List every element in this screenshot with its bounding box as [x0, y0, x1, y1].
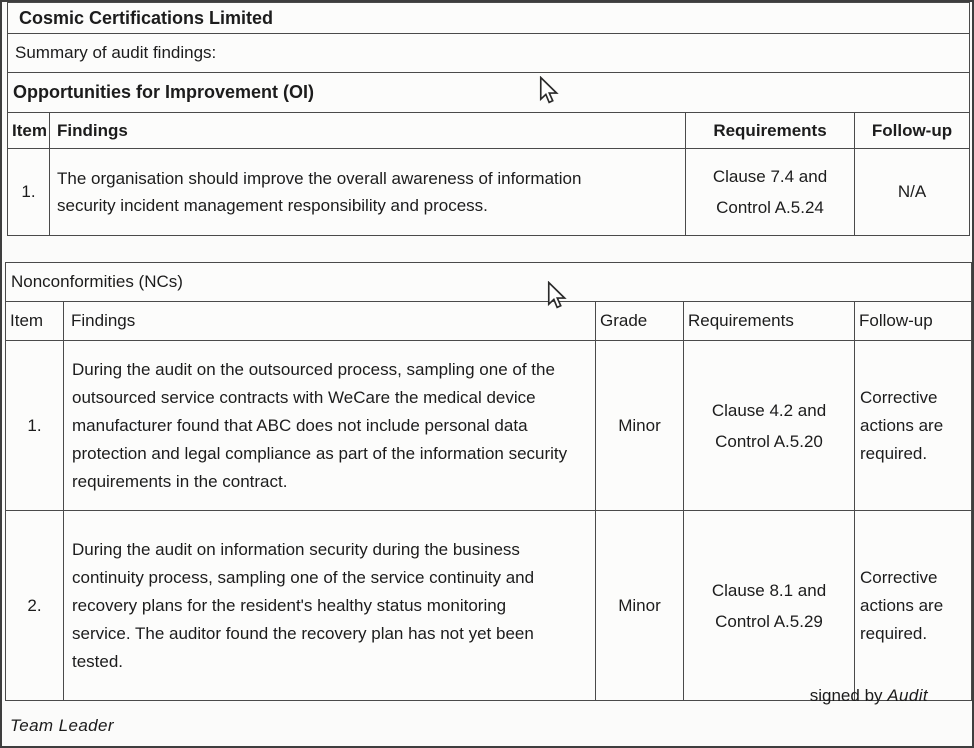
nc-table: [5, 262, 972, 701]
nc-row-findings: During the audit on information security during the business continuity process, sampling one of the service continuity and recovery plans for the resident's healthy status monitoring service. The auditor found the recovery plan has not yet been tested.: [64, 511, 596, 701]
oi-table: [7, 2, 970, 236]
nc-header-grade: Grade: [596, 302, 684, 341]
oi-row-requirements: [686, 149, 855, 236]
oi-header-followup: Follow-up: [855, 113, 970, 149]
oi-table-row: [8, 149, 970, 236]
nc-table-row: [6, 341, 972, 511]
nc-section-title: Nonconformities (NCs): [6, 263, 972, 302]
signed-by-label: signed by: [809, 686, 888, 705]
nc-header-requirements: Requirements: [684, 302, 855, 341]
nc-row-item: 2.: [6, 511, 64, 701]
oi-requirement-control: Control A.5.24: [716, 198, 824, 217]
nc-row-findings: During the audit on the outsourced process, sampling one of the outsourced service contracts with WeCare the medical device manufacturer found that ABC does not include personal data protection and legal compliance as part of the information security requirements in the contract.: [64, 341, 596, 511]
nc-requirement-control: Control A.5.20: [715, 431, 823, 451]
mouse-cursor-icon: [546, 281, 568, 311]
signature-line: [6, 686, 928, 706]
oi-row-findings: The organisation should improve the overall awareness of information security incident management responsibility and process.: [50, 149, 686, 236]
nc-row-requirements: [684, 341, 855, 511]
nc-header-findings: Findings: [64, 302, 596, 341]
nc-requirement-clause: Clause 4.2 and: [711, 400, 827, 420]
nc-header-followup: Follow-up: [855, 302, 972, 341]
oi-requirement-clause: Clause 7.4 and: [712, 167, 828, 186]
signer-name-part1: Audit: [887, 686, 928, 705]
nc-requirement-control: Control A.5.29: [715, 611, 823, 631]
nc-header-item: Item: [6, 302, 64, 341]
nc-row-followup: Corrective actions are required.: [855, 511, 972, 701]
summary-label: Summary of audit findings:: [8, 34, 970, 73]
nc-table-row: [6, 511, 972, 701]
oi-section-title: Opportunities for Improvement (OI): [8, 73, 970, 113]
nc-row-item: 1.: [6, 341, 64, 511]
nc-row-grade: Minor: [596, 341, 684, 511]
mouse-cursor-icon: [538, 76, 560, 106]
nc-row-grade: Minor: [596, 511, 684, 701]
oi-row-followup: N/A: [855, 149, 970, 236]
oi-header-requirements: Requirements: [686, 113, 855, 149]
nc-requirement-clause: Clause 8.1 and: [711, 580, 827, 600]
oi-row-item: 1.: [8, 149, 50, 236]
oi-header-item: Item: [8, 113, 50, 149]
oi-header-findings: Findings: [50, 113, 686, 149]
signer-name-part2: Team Leader: [10, 716, 114, 735]
nc-row-followup: Corrective actions are required.: [855, 341, 972, 511]
nc-row-requirements: [684, 511, 855, 701]
company-title: Cosmic Certifications Limited: [8, 3, 970, 34]
